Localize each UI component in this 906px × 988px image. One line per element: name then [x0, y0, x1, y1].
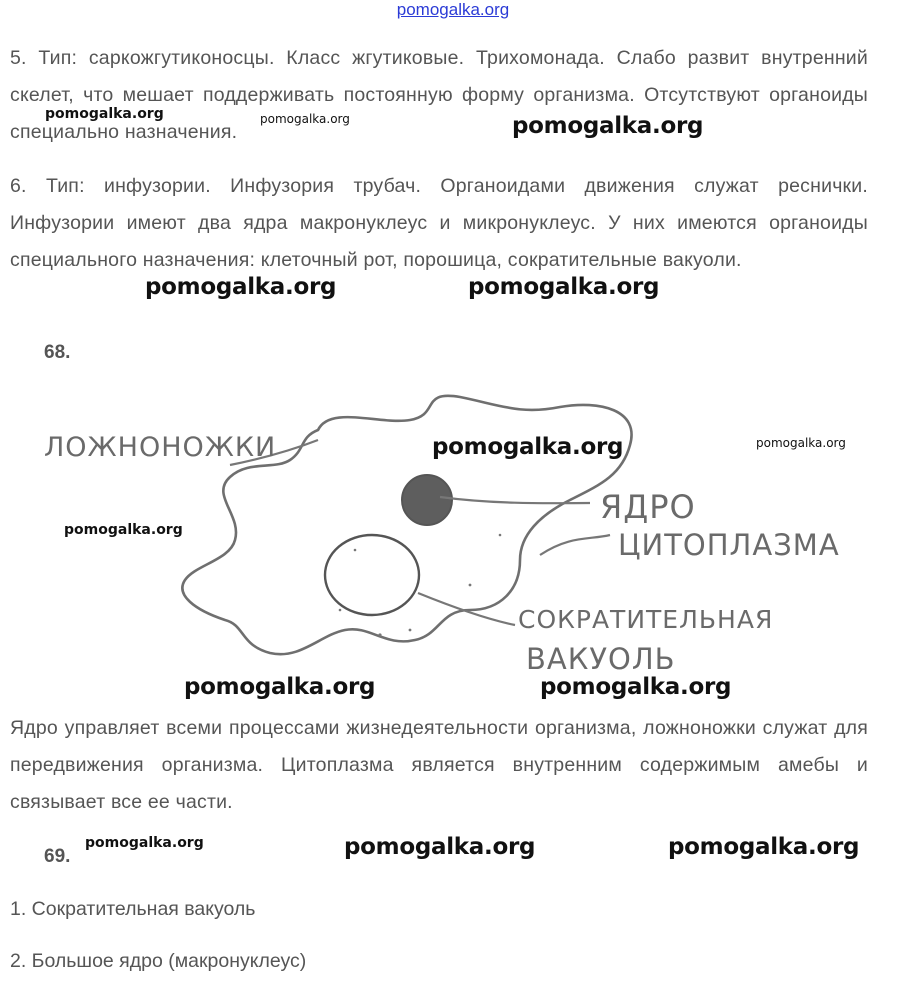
answer-68: Ядро управляет всеми процессами жизнедеятельности организма, ложноножки служат для передвижения организма. Цитоплазма является внутренним содержимым амебы и связывает все ее части.: [10, 717, 868, 813]
nucleus: [402, 475, 452, 525]
watermark: pomogalka.org: [64, 522, 183, 538]
answer-6: 6. Тип: инфузории. Инфузория трубач. Органоидами движения служат реснички. Инфузории имеют два ядра макронуклеус и микронуклеус. У них имеются органоиды специального назначения: клеточный рот, порошица, сократительные вакуоли.: [10, 175, 868, 271]
watermark: pomogalka.org: [45, 106, 164, 122]
watermark: pomogalka.org: [432, 434, 624, 460]
watermark: pomogalka.org: [260, 112, 350, 126]
label-nucleus: ЯДРО: [600, 488, 696, 526]
label-vacuole-line1: СОКРАТИТЕЛЬНАЯ: [518, 605, 774, 634]
task-69-heading: 69.: [44, 846, 71, 867]
site-link-top[interactable]: pomogalka.org: [396, 0, 510, 19]
watermark: pomogalka.org: [468, 274, 660, 300]
watermark: pomogalka.org: [344, 834, 536, 860]
label-pseudopods: ЛОЖНОНОЖКИ: [44, 432, 277, 463]
answer-69-item-2: 2. Большое ядро (макронуклеус): [10, 950, 307, 972]
watermark: pomogalka.org: [512, 113, 704, 139]
contractile-vacuole: [325, 535, 419, 615]
watermark: pomogalka.org: [540, 674, 732, 700]
watermark: pomogalka.org: [145, 274, 337, 300]
watermark: pomogalka.org: [184, 674, 376, 700]
label-cytoplasm: ЦИТОПЛАЗМА: [618, 528, 840, 562]
task-68-heading: 68.: [44, 342, 71, 363]
label-vacuole-line2: ВАКУОЛЬ: [526, 642, 676, 676]
answer-69-item-1: 1. Сократительная вакуоль: [10, 898, 256, 920]
cytoplasm-dots: [339, 534, 502, 637]
pointer-lines: [230, 440, 610, 625]
answer-5: 5. Тип: саркожгутиконосцы. Класс жгутиковые. Трихомонада. Слабо развит внутренний скелет, что мешает поддерживать постоянную форму организма. Отсутствуют органоиды специально назначения.: [10, 47, 868, 143]
watermark: pomogalka.org: [85, 835, 204, 851]
watermark: pomogalka.org: [668, 834, 860, 860]
watermark: pomogalka.org: [756, 436, 846, 450]
